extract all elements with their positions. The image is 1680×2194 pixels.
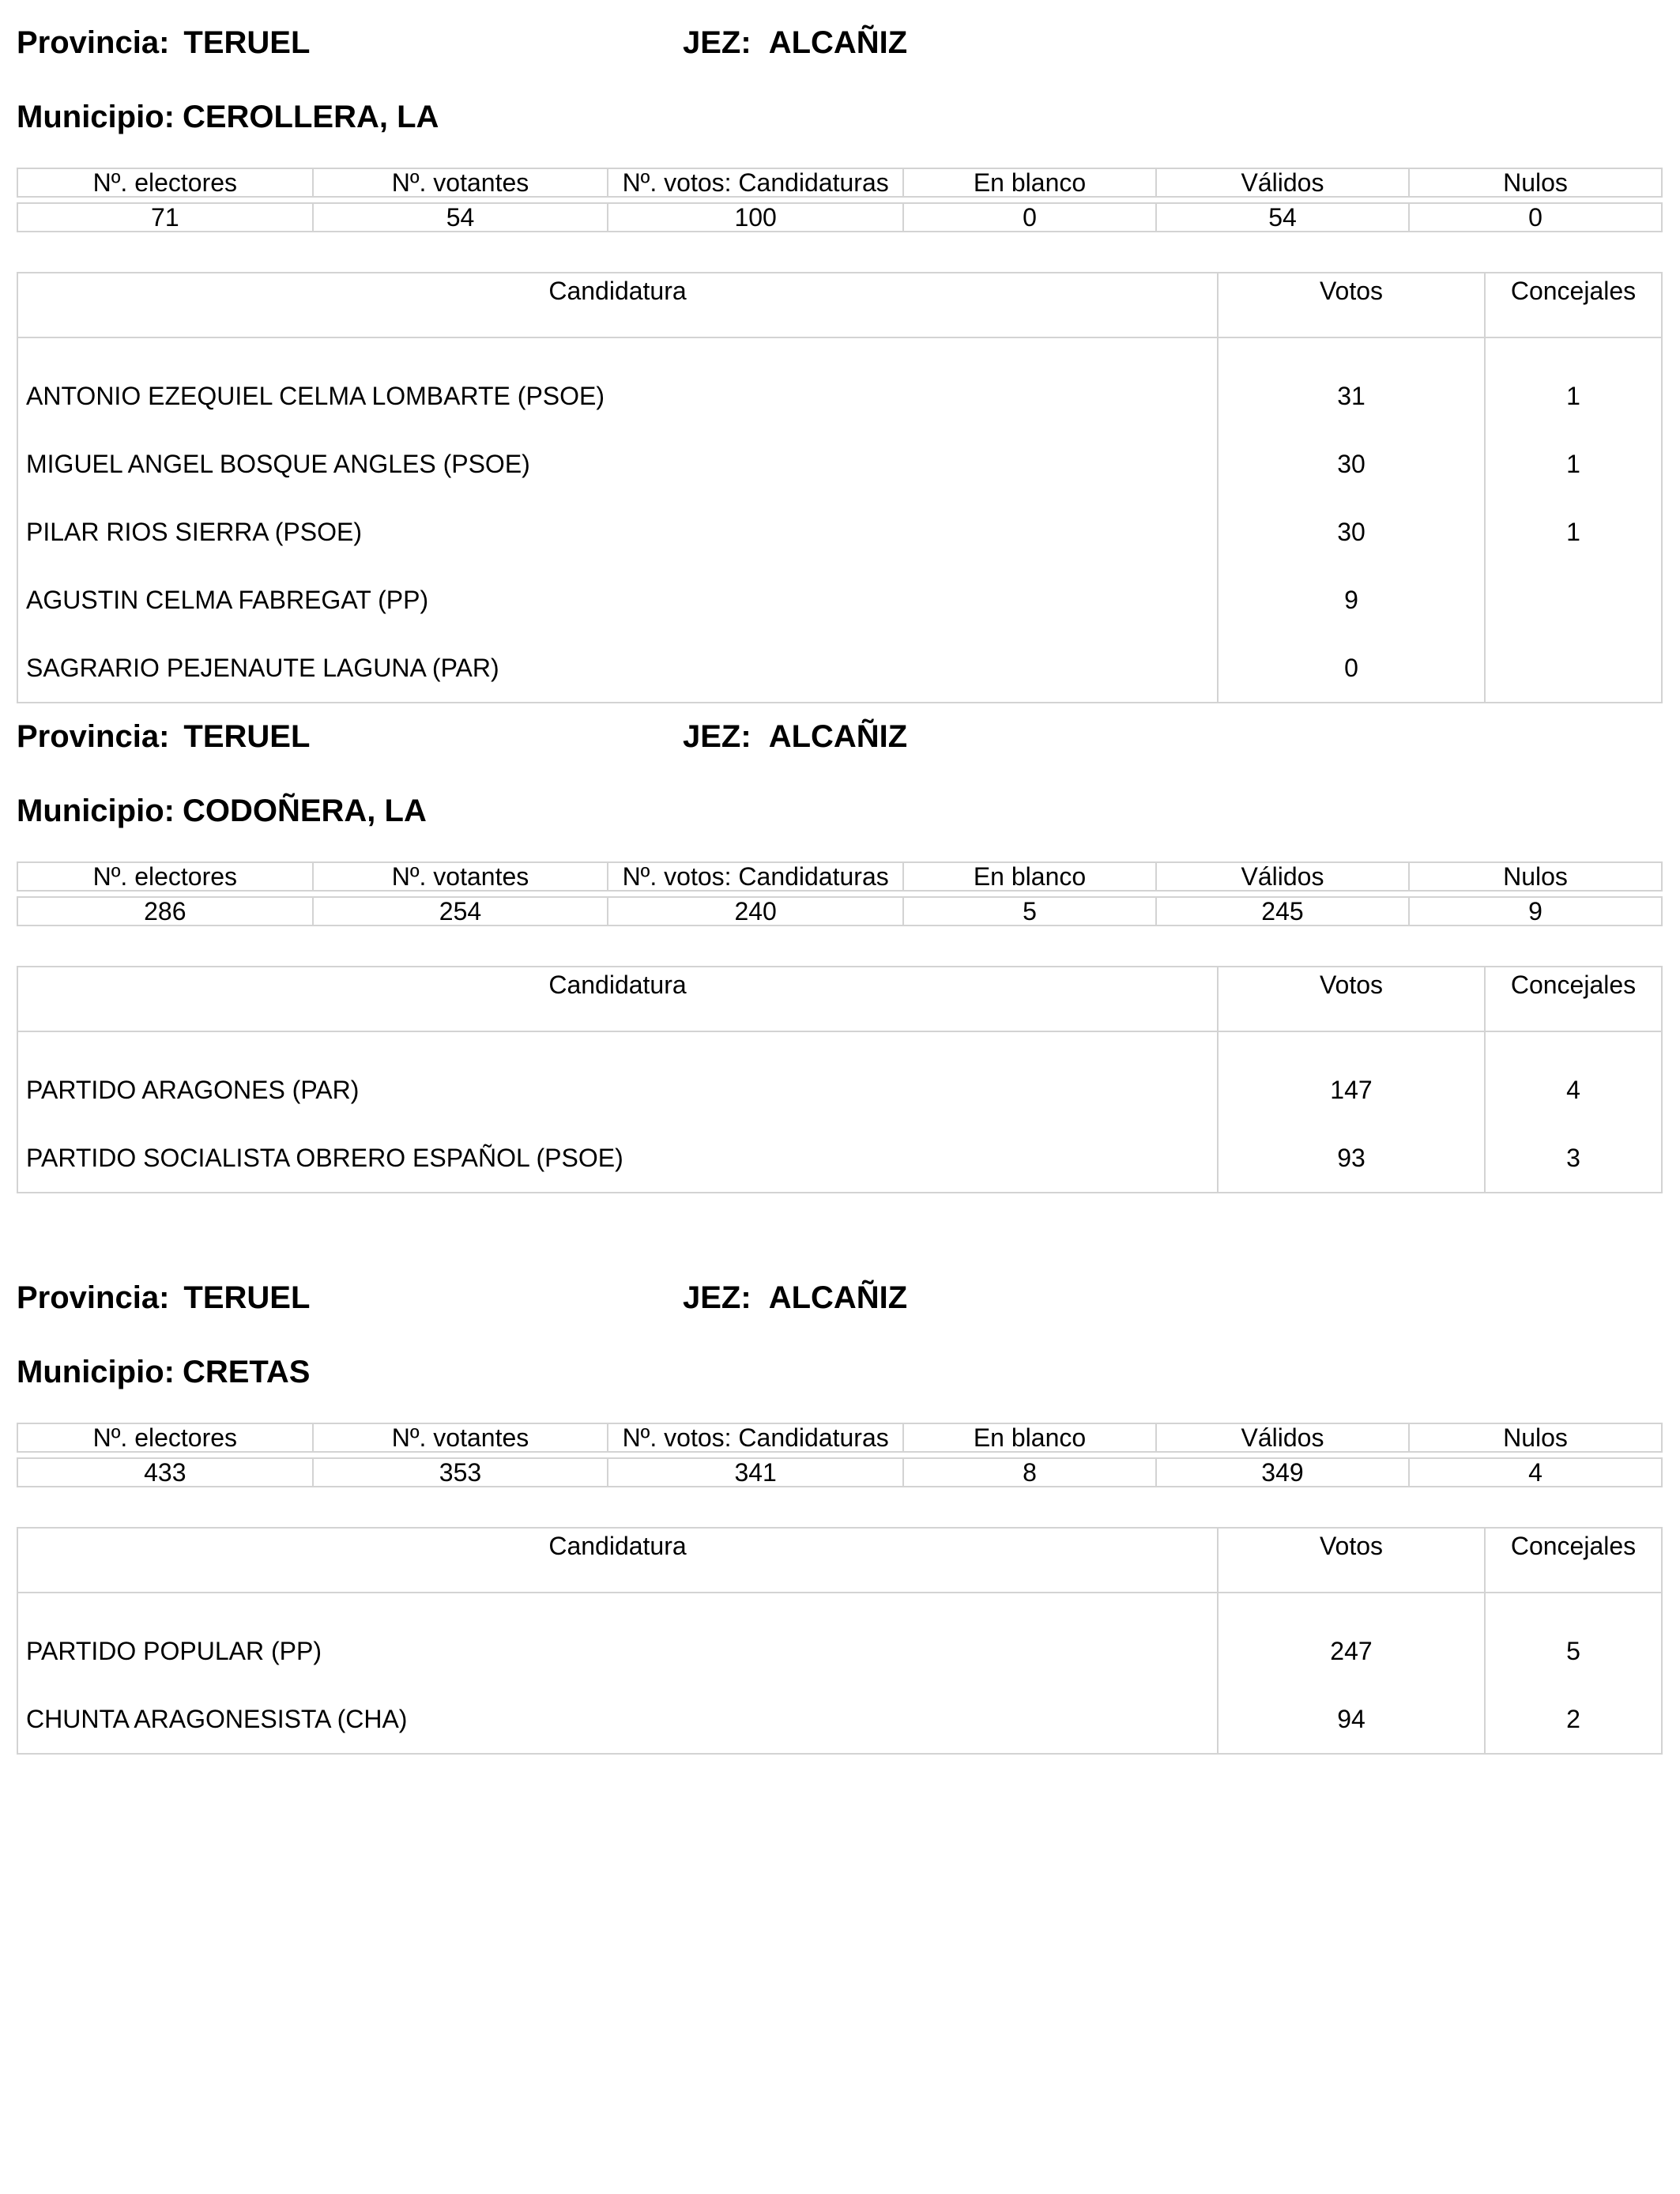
candidate-name: SAGRARIO PEJENAUTE LAGUNA (PAR) [18,634,1219,702]
candidate-votos: 247 [1219,1617,1486,1685]
summary-header: Nulos [1409,862,1662,891]
summary-value: 0 [903,203,1156,232]
provincia-label: Provincia: [17,25,170,60]
provincia-value: TERUEL [183,25,311,60]
jez [683,1280,907,1316]
header-candidatura: Candidatura [18,273,1219,337]
municipio-label: Municipio: [17,100,175,134]
candidate-row [18,634,1661,702]
candidate-votos: 93 [1219,1124,1486,1192]
candidate-row [18,498,1661,566]
summary-value: 349 [1156,1458,1409,1487]
header-candidatura: Candidatura [18,1529,1219,1592]
summary-header: En blanco [903,862,1156,891]
candidate-row [18,1617,1661,1685]
summary-header: Nº. electores [17,862,313,891]
summary-value: 341 [608,1458,903,1487]
candidates-table [17,966,1663,1193]
section-header [17,25,1663,73]
candidate-concejales: 5 [1566,1637,1580,1665]
municipio-label: Municipio: [17,794,175,828]
candidate-name: PARTIDO ARAGONES (PAR) [18,1056,1219,1124]
candidate-name: AGUSTIN CELMA FABREGAT (PP) [18,566,1219,634]
header-concejales: Concejales [1510,971,1637,999]
provincia-label: Provincia: [17,1280,170,1315]
header-votos: Votos [1219,967,1486,1031]
provincia [17,25,310,61]
jez-label: JEZ: [683,1280,751,1315]
summary-value: 71 [17,203,313,232]
summary-header: Válidos [1156,168,1409,197]
jez-value: ALCAÑIZ [768,1280,908,1315]
result-section [17,1280,1663,1733]
municipio-value: CODOÑERA, LA [182,794,427,828]
candidate-concejales [1486,634,1661,702]
summary-value: 54 [313,203,608,232]
candidate-row [18,566,1661,634]
candidate-votos: 94 [1219,1685,1486,1753]
jez-label: JEZ: [683,719,751,754]
header-votos: Votos [1219,273,1486,337]
candidate-votos: 31 [1219,362,1486,430]
candidate-concejales: 4 [1566,1076,1580,1104]
summary-value: 8 [903,1458,1156,1487]
candidates-table [17,1527,1663,1755]
candidate-name: MIGUEL ANGEL BOSQUE ANGLES (PSOE) [18,430,1219,498]
municipio-label: Municipio: [17,1355,175,1389]
summary-table [17,1423,1663,1487]
header-concejales: Concejales [1510,277,1637,305]
summary-header: Nº. electores [17,168,313,197]
candidate-row [18,430,1661,498]
summary-table [17,861,1663,926]
jez [683,25,907,61]
candidate-row [18,1685,1661,1753]
candidate-concejales: 1 [1566,518,1580,546]
provincia [17,1280,310,1316]
header-candidatura: Candidatura [18,967,1219,1031]
summary-header: Nº. electores [17,1423,313,1452]
candidate-concejales: 1 [1566,450,1580,478]
candidate-votos: 147 [1219,1056,1486,1124]
summary-header: Nº. votos: Candidaturas [608,862,903,891]
candidates-header [18,967,1661,1032]
candidate-name: PARTIDO POPULAR (PP) [18,1617,1219,1685]
candidate-votos: 30 [1219,498,1486,566]
summary-header: Nº. votos: Candidaturas [608,1423,903,1452]
municipio-value: CEROLLERA, LA [182,100,439,134]
candidate-name: PILAR RIOS SIERRA (PSOE) [18,498,1219,566]
summary-value: 5 [903,897,1156,925]
summary-value: 433 [17,1458,313,1487]
result-section [17,719,1663,1172]
summary-header: Nº. votantes [313,862,608,891]
candidate-concejales: 2 [1566,1705,1580,1733]
municipio [17,1355,310,1390]
section-header [17,1280,1663,1328]
summary-header: En blanco [903,1423,1156,1452]
candidate-name: PARTIDO SOCIALISTA OBRERO ESPAÑOL (PSOE) [18,1124,1219,1192]
municipio [17,794,427,829]
candidate-row [18,1056,1661,1124]
candidates-header [18,1529,1661,1593]
summary-value: 353 [313,1458,608,1487]
summary-header: Nº. votantes [313,1423,608,1452]
jez-label: JEZ: [683,25,751,60]
candidate-votos: 30 [1219,430,1486,498]
section-header [17,719,1663,767]
candidates-table [17,272,1663,703]
jez-value: ALCAÑIZ [768,25,908,60]
summary-header: Nulos [1409,168,1662,197]
provincia-label: Provincia: [17,719,170,754]
summary-value: 9 [1409,897,1662,925]
municipio [17,100,439,135]
summary-header: Nº. votantes [313,168,608,197]
summary-value: 54 [1156,203,1409,232]
header-concejales: Concejales [1510,1532,1637,1560]
summary-table [17,168,1663,232]
summary-header: Válidos [1156,862,1409,891]
candidate-row [18,1124,1661,1192]
candidate-row [18,362,1661,430]
candidate-concejales [1486,566,1661,634]
candidate-name: CHUNTA ARAGONESISTA (CHA) [18,1685,1219,1753]
result-section [17,25,1663,682]
summary-header: Válidos [1156,1423,1409,1452]
candidate-name: ANTONIO EZEQUIEL CELMA LOMBARTE (PSOE) [18,362,1219,430]
summary-value: 254 [313,897,608,925]
summary-header: En blanco [903,168,1156,197]
provincia-value: TERUEL [183,719,311,754]
summary-value: 245 [1156,897,1409,925]
summary-value: 240 [608,897,903,925]
summary-value: 286 [17,897,313,925]
summary-header: Nulos [1409,1423,1662,1452]
summary-value: 0 [1409,203,1662,232]
summary-value: 100 [608,203,903,232]
candidate-concejales: 1 [1566,382,1580,410]
summary-value: 4 [1409,1458,1662,1487]
provincia-value: TERUEL [183,1280,311,1315]
jez [683,719,907,755]
candidates-header [18,273,1661,338]
jez-value: ALCAÑIZ [768,719,908,754]
header-votos: Votos [1219,1529,1486,1592]
summary-header: Nº. votos: Candidaturas [608,168,903,197]
municipio-value: CRETAS [182,1355,311,1389]
candidate-concejales: 3 [1566,1144,1580,1172]
provincia [17,719,310,755]
candidate-votos: 0 [1219,634,1486,702]
candidate-votos: 9 [1219,566,1486,634]
